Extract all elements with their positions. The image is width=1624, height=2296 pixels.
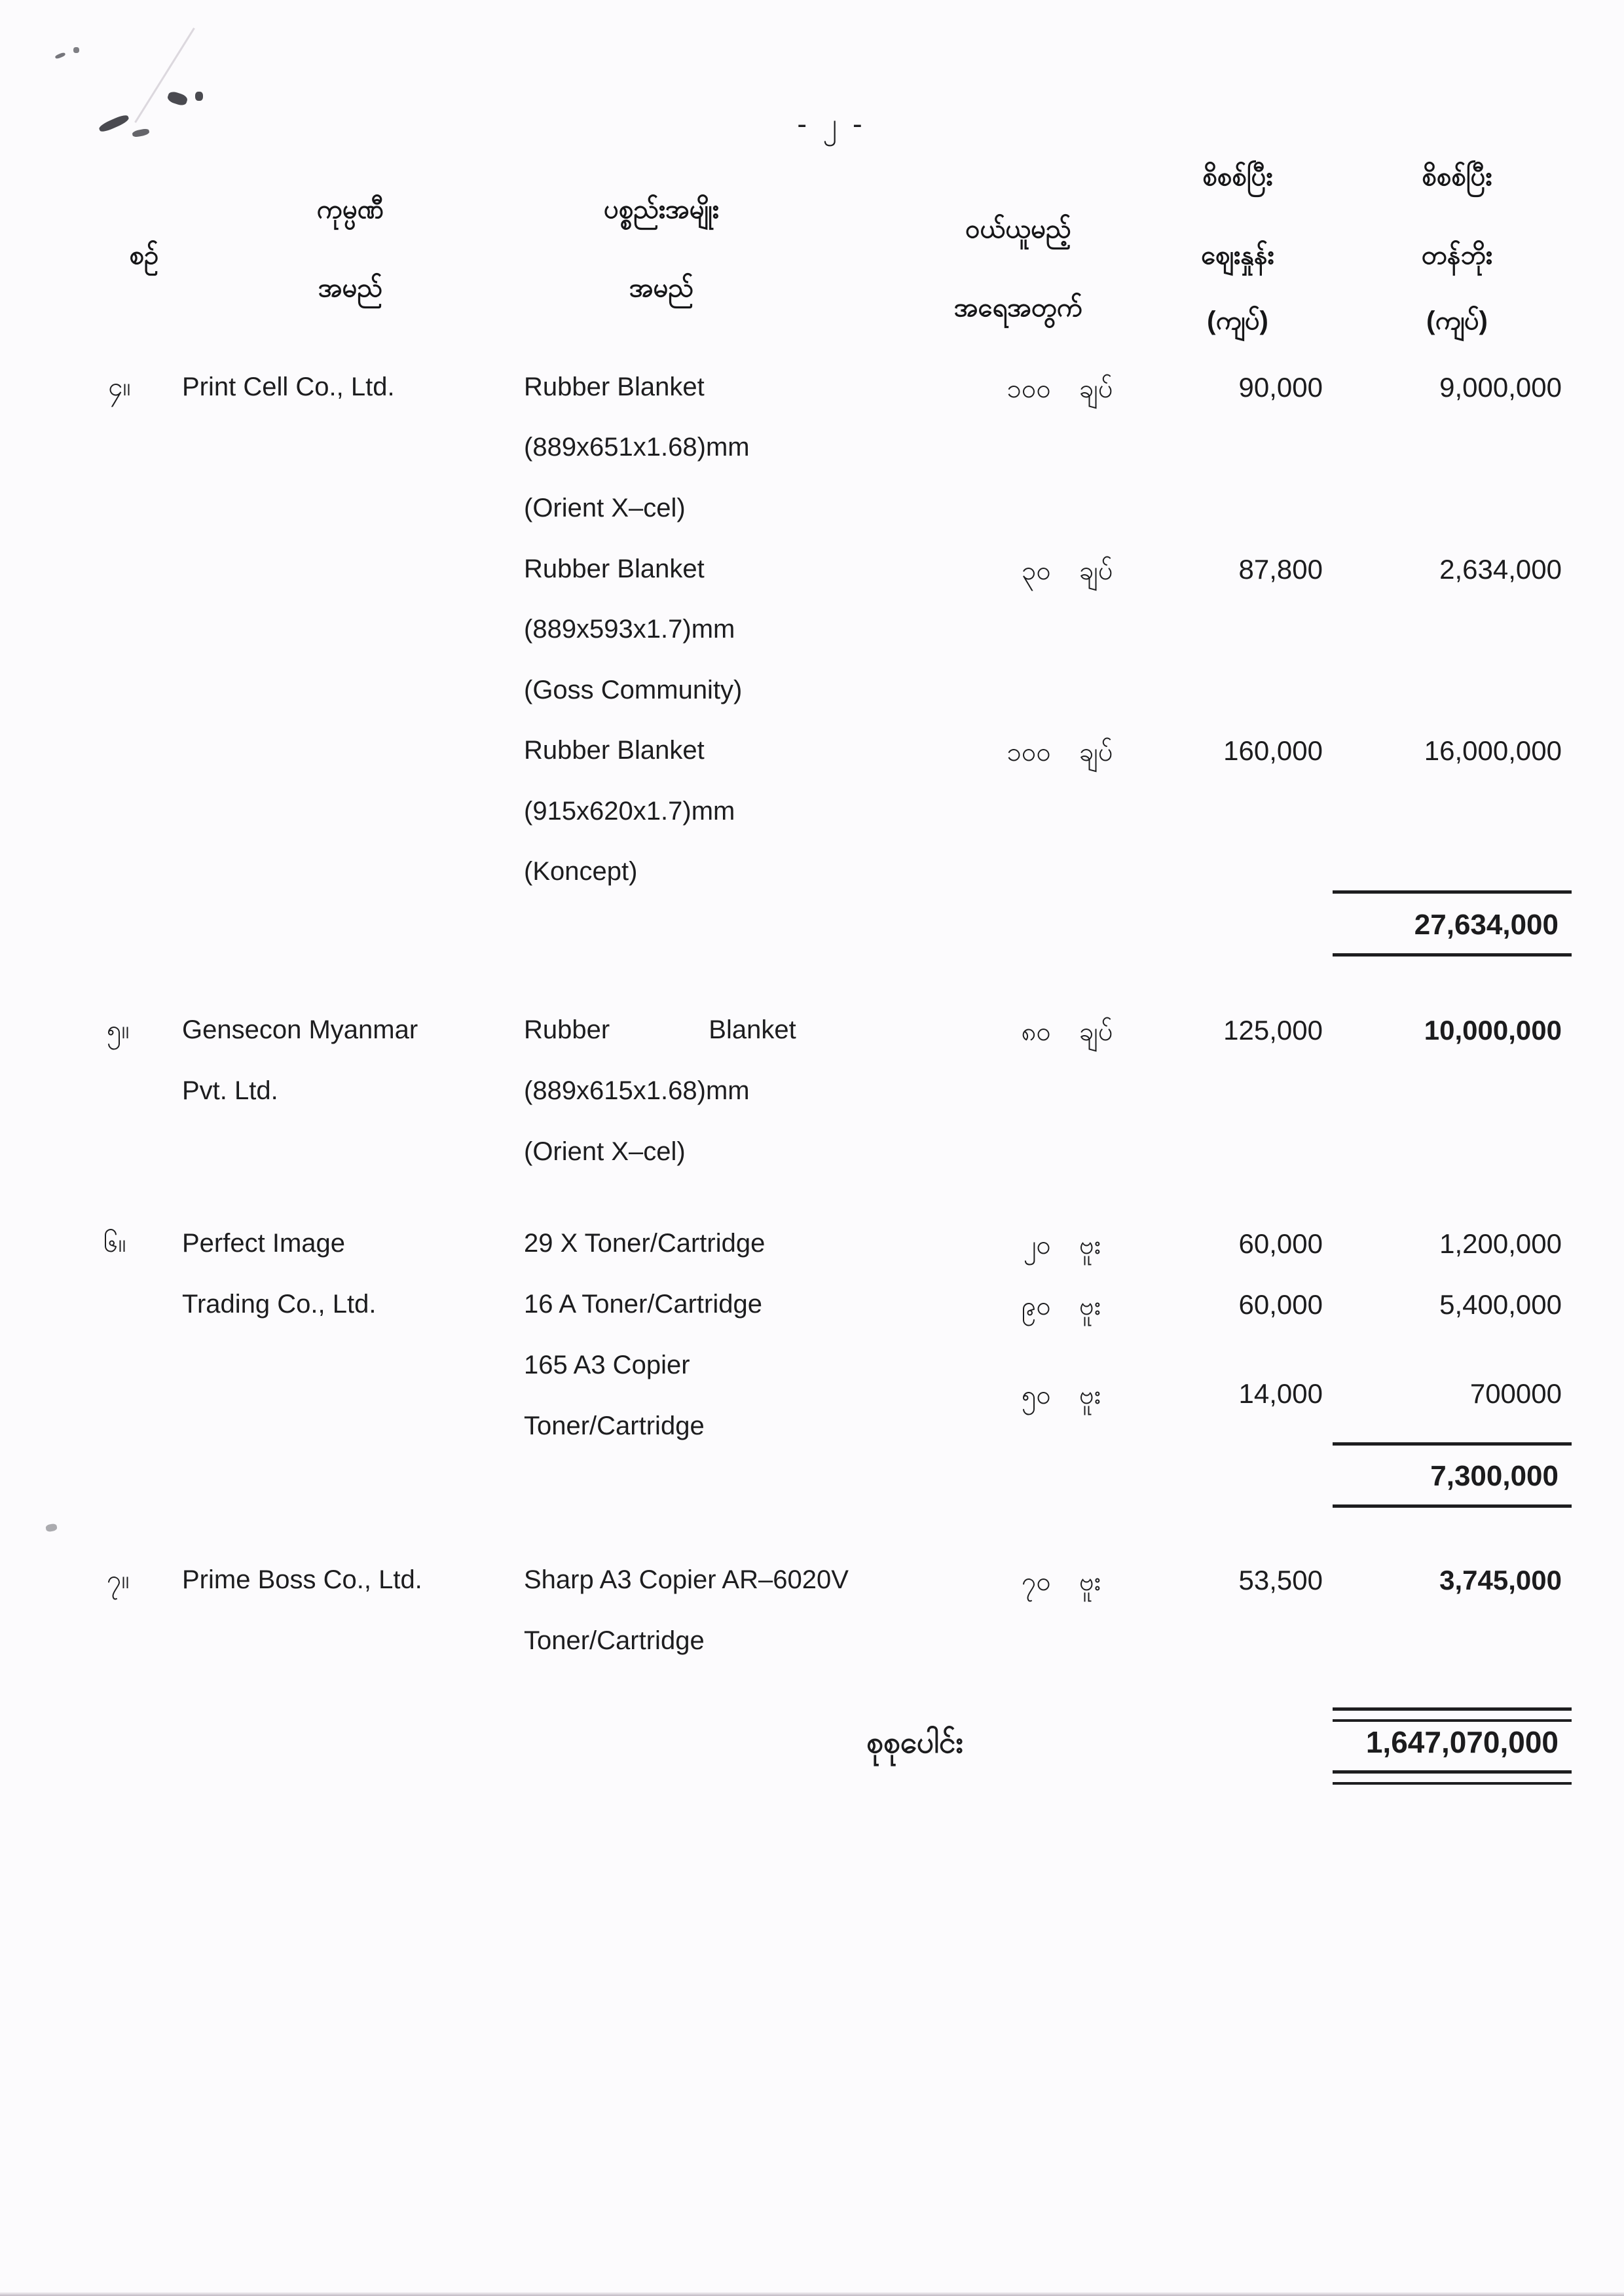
- header-item-line1: ပစ္စည်းအမျိုး: [604, 195, 719, 224]
- row-serial: ၄။: [108, 373, 131, 401]
- unit-price: 14,000: [1238, 1378, 1323, 1409]
- item-line: (Orient X–cel): [524, 1137, 686, 1166]
- qty-unit: ချပ်: [1079, 738, 1113, 767]
- qty-number: ၇၀: [1022, 1567, 1051, 1596]
- item-line: (889x593x1.7)mm: [524, 615, 735, 644]
- company-name: Pvt. Ltd.: [182, 1076, 278, 1105]
- item-line: Toner/Cartridge: [524, 1626, 705, 1655]
- unit-price: 87,800: [1238, 554, 1323, 585]
- scan-smudge: [73, 47, 79, 53]
- total-value: 16,000,000: [1424, 735, 1562, 766]
- scan-smudge: [195, 92, 203, 101]
- total-value: 700000: [1469, 1378, 1562, 1409]
- company-name: Print Cell Co., Ltd.: [182, 373, 395, 401]
- item-line: Rubber Blanket: [524, 373, 705, 401]
- subtotal-rule: [1333, 953, 1572, 957]
- grand-total-value: 1,647,070,000: [1365, 1725, 1559, 1759]
- subtotal-value: 7,300,000: [1430, 1460, 1559, 1492]
- subtotal-rule: [1333, 1442, 1572, 1446]
- header-value-line1: စိစစ်ပြီး: [1422, 162, 1492, 191]
- item-line: (Goss Community): [524, 676, 743, 704]
- header-price-line1: စိစစ်ပြီး: [1202, 162, 1273, 191]
- subtotal-rule: [1333, 890, 1572, 894]
- item-line: Sharp A3 Copier AR–6020V: [524, 1565, 849, 1594]
- grand-total-rule-top: [1333, 1707, 1572, 1722]
- qty-number: ၁၀၀: [1006, 374, 1051, 403]
- qty-unit: ဗူး: [1079, 1381, 1101, 1410]
- scan-crease: [134, 27, 195, 123]
- unit-price: 60,000: [1238, 1228, 1323, 1259]
- qty-unit: ချပ်: [1079, 1017, 1113, 1046]
- row-serial: ၇။: [107, 1565, 130, 1594]
- qty-unit: ဗူး: [1079, 1231, 1101, 1260]
- subtotal-rule: [1333, 1504, 1572, 1508]
- qty-unit: ဗူး: [1079, 1567, 1101, 1596]
- item-line: Toner/Cartridge: [524, 1412, 705, 1440]
- qty-unit: ချပ်: [1079, 556, 1113, 585]
- unit-price: 53,500: [1238, 1565, 1323, 1595]
- header-price-line2: ဈေးနှုန်း: [1201, 241, 1274, 270]
- item-line: 165 A3 Copier: [524, 1351, 690, 1379]
- total-value: 10,000,000: [1424, 1015, 1562, 1046]
- total-value: 3,745,000: [1439, 1565, 1562, 1595]
- total-value: 1,200,000: [1439, 1228, 1562, 1259]
- subtotal-value: 27,634,000: [1414, 909, 1559, 941]
- page-number: - ၂ -: [797, 108, 866, 140]
- unit-price: 60,000: [1238, 1289, 1323, 1320]
- header-quantity-line2: အရေအတွက်: [953, 293, 1083, 322]
- item-line: 29 X Toner/Cartridge: [524, 1229, 766, 1258]
- item-line: (915x620x1.7)mm: [524, 797, 735, 826]
- qty-number: ၈၀: [1021, 1017, 1051, 1046]
- qty-unit: ချပ်: [1079, 374, 1113, 403]
- scan-smudge: [98, 113, 130, 134]
- header-item-line2: အမည်: [629, 274, 694, 302]
- header-serial: စဉ်: [129, 241, 159, 270]
- row-serial: ၆။: [103, 1229, 126, 1258]
- scan-bottom-edge: [0, 2292, 1624, 2296]
- company-name: Gensecon Myanmar: [182, 1015, 418, 1044]
- item-line: 16 A Toner/Cartridge: [524, 1290, 762, 1319]
- item-line: Rubber Blanket: [524, 555, 705, 583]
- item-line: (Koncept): [524, 857, 638, 886]
- grand-total-rule-bottom: [1333, 1770, 1572, 1785]
- qty-number: ၂၀: [1023, 1231, 1051, 1260]
- unit-price: 160,000: [1223, 735, 1323, 766]
- header-price-line3: (ကျပ်): [1207, 306, 1268, 335]
- item-line: (889x615x1.68)mm: [524, 1076, 750, 1105]
- total-value: 5,400,000: [1439, 1289, 1562, 1320]
- company-name: Prime Boss Co., Ltd.: [182, 1565, 422, 1594]
- header-value-line2: တန်ဘိုး: [1421, 241, 1493, 270]
- qty-number: ၁၀၀: [1006, 738, 1051, 767]
- header-company-line1: ကုမ္ပဏီ: [316, 195, 384, 224]
- company-name: Perfect Image: [182, 1229, 346, 1258]
- item-line: (889x651x1.68)mm: [524, 433, 750, 462]
- total-value: 9,000,000: [1439, 372, 1562, 403]
- item-line: Rubber Blanket: [524, 1015, 796, 1044]
- scan-smudge: [54, 52, 65, 60]
- header-value-line3: (ကျပ်): [1426, 306, 1488, 335]
- header-quantity-line1: ဝယ်ယူမည့်: [965, 215, 1071, 244]
- unit-price: 125,000: [1223, 1015, 1323, 1046]
- scan-smudge: [45, 1523, 58, 1533]
- item-line: Rubber Blanket: [524, 736, 705, 765]
- total-value: 2,634,000: [1439, 554, 1562, 585]
- qty-number: ၃၀: [1022, 556, 1051, 585]
- qty-number: ၉၀: [1022, 1292, 1051, 1321]
- scan-smudge: [132, 128, 150, 137]
- scan-smudge: [166, 90, 189, 107]
- item-line: (Orient X–cel): [524, 494, 686, 522]
- grand-total-label: စုစုပေါင်း: [866, 1725, 964, 1759]
- header-company-line2: အမည်: [318, 274, 383, 302]
- qty-number: ၅၀: [1022, 1381, 1051, 1410]
- qty-unit: ဗူး: [1079, 1292, 1101, 1321]
- row-serial: ၅။: [107, 1015, 130, 1044]
- unit-price: 90,000: [1238, 372, 1323, 403]
- company-name: Trading Co., Ltd.: [182, 1290, 377, 1319]
